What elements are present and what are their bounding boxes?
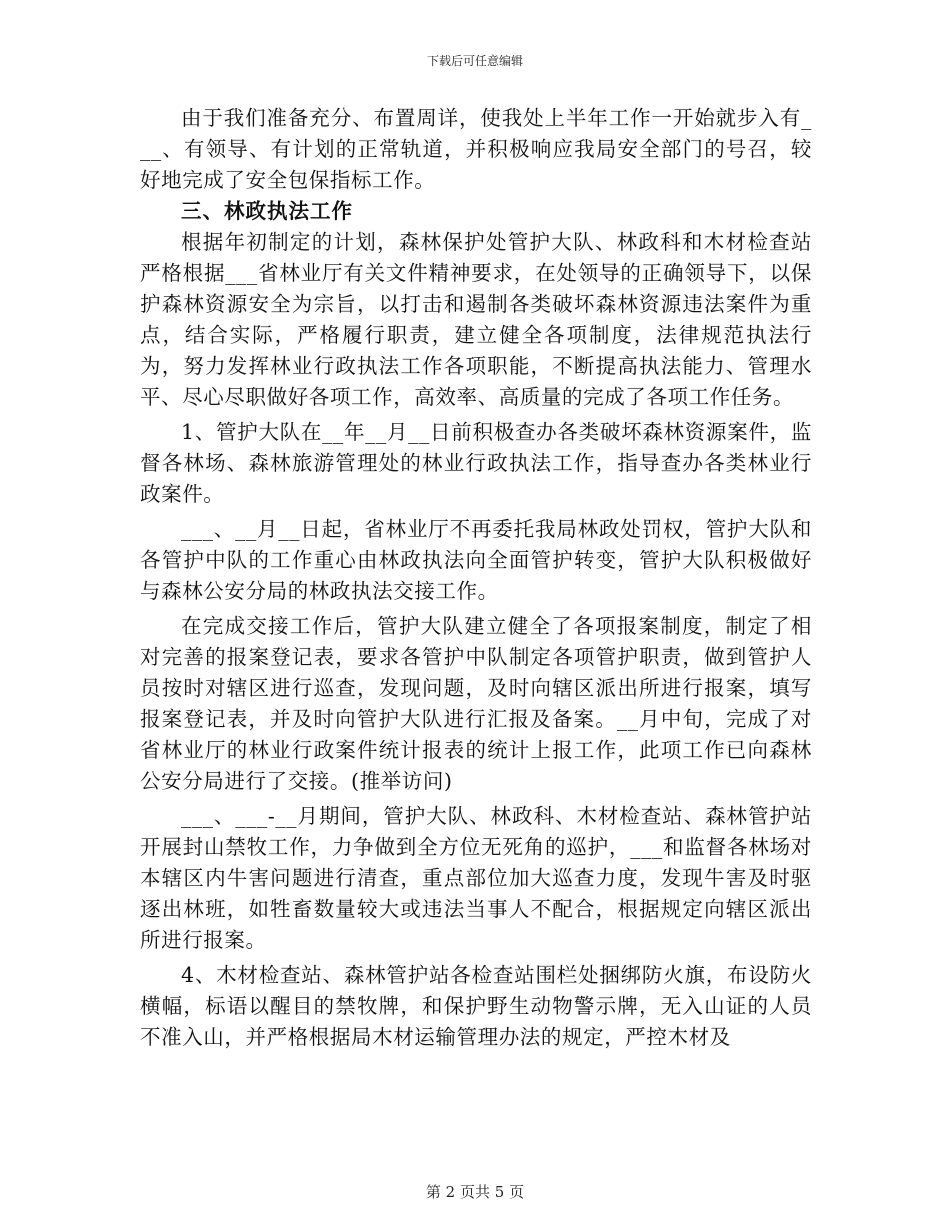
paragraph-handover: 在完成交接工作后，管护大队建立健全了各项报案制度，制定了相对完善的报案登记表，要求各管护中队制定各项管护职责，做到管护人员按时对辖区进行巡查，发现问题，及时向辖区派出所进行报案，填写报案登记表，并及时向管护大队进行汇报及备案。__月中旬，完成了对省林业厅的林业行政案件统计报表的统计上报工作，此项工作已向森林公安分局进行了交接。(推举访问): [140, 614, 812, 793]
paragraph-safety-summary: 由于我们准备充分、布置周详，使我处上半年工作一开始就步入有___、有领导、有计划的正常轨道，并积极响应我局安全部门的号召，较好地完成了安全包保指标工作。: [140, 106, 812, 192]
paragraph-item-4: 4、木材检查站、森林管护站各检查站围栏处捆绑防火旗，布设防火横幅，标语以醒目的禁牧牌，和保护野生动物警示牌，无入山证的人员不准入山，并严格根据局木材运输管理办法的规定，严控木材及: [140, 963, 812, 1049]
page-number: 第 2 页共 5 页: [425, 1183, 525, 1201]
paragraph-item-3: ___、___-__月期间，管护大队、林政科、木材检查站、森林管护站开展封山禁牧工作，力争做到全方位无死角的巡护，___和监督各林场对本辖区内牛害问题进行清查，重点部位加大巡查力度，发现牛害及时驱逐出林班，如牲畜数量较大或违法当事人不配合，根据规定向辖区派出所进行报案。: [140, 804, 812, 952]
paragraph-item-1: 1、管护大队在__年__月__日前积极查办各类破坏森林资源案件，监督各林场、森林旅游管理处的林业行政执法工作，指导查办各类林业行政案件。: [140, 420, 812, 506]
document-body: [140, 103, 812, 1053]
section-heading-forestry-law-enforcement: 三、林政执法工作: [181, 199, 353, 223]
paragraph-item-2: ___、__月__日起，省林业厅不再委托我局林政处罚权，管护大队和各管护中队的工作重心由林政执法向全面管护转变，管护大队积极做好与森林公安分局的林政执法交接工作。: [140, 517, 812, 603]
paragraph-law-enforcement-overview: 根据年初制定的计划，森林保护处管护大队、林政科和木材检查站严格根据___省林业厅有关文件精神要求，在处领导的正确领导下，以保护森林资源安全为宗旨，以打击和遏制各类破坏森林资源违法案件为重点，结合实际，严格履行职责，建立健全各项制度，法律规范执法行为，努力发挥林业行政执法工作各项职能，不断提高执法能力、管理水平、尽心尽职做好各项工作，高效率、高质量的完成了各项工作任务。: [140, 230, 812, 409]
page-header: 下载后可任意编辑: [426, 54, 523, 68]
